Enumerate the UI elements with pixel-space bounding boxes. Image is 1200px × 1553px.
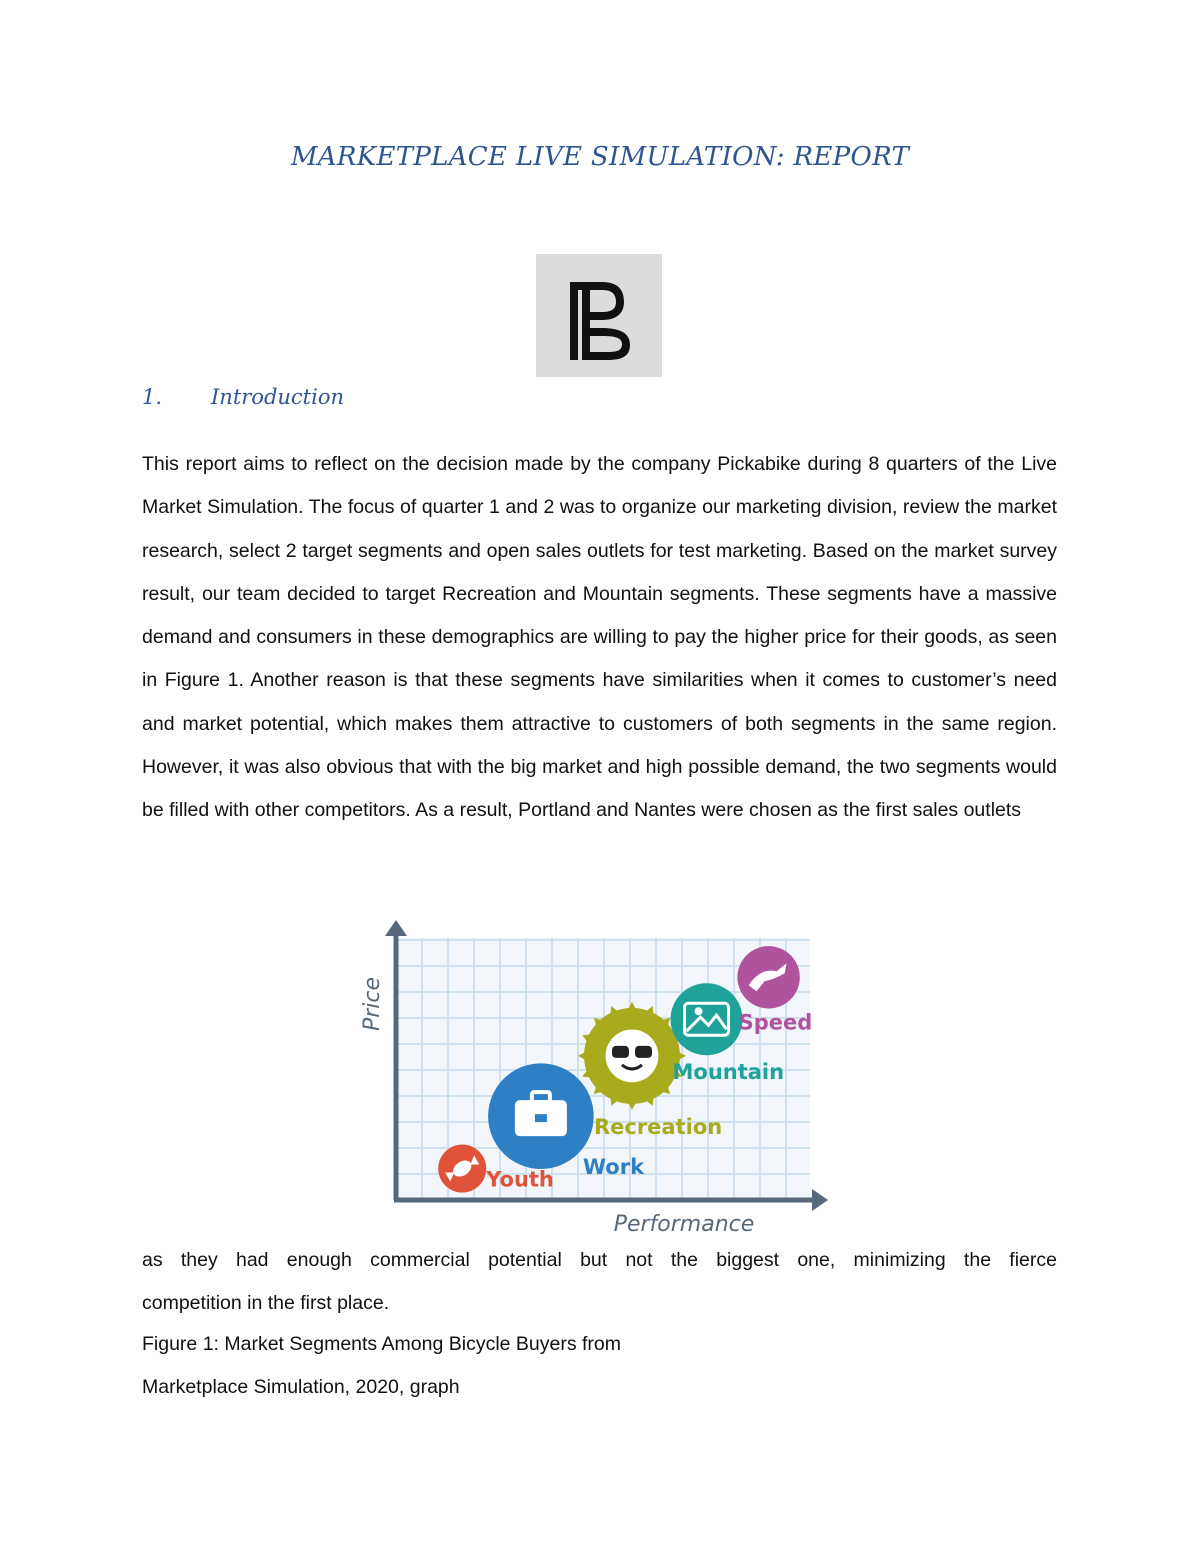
mountain-sun (695, 1007, 703, 1015)
y-axis-label: Price (360, 976, 385, 1032)
pickabike-logo (536, 254, 662, 377)
continuation-line-1: as they had enough commercial potential but not the biggest one, minimizing the fierce (142, 1249, 1057, 1271)
sunglasses-left (612, 1046, 629, 1058)
market-segments-figure (352, 920, 832, 1238)
pb-logo-icon (536, 254, 662, 377)
continuation-paragraph (142, 1239, 1057, 1326)
segments-chart (352, 920, 832, 1238)
figure-caption-line-2: Marketplace Simulation, 2020, graph (142, 1376, 460, 1398)
sunglasses-right (635, 1046, 652, 1058)
section-number: 1. (142, 385, 163, 409)
continuation-line-2: competition in the first place. (142, 1292, 390, 1315)
x-axis-label: Performance (613, 1212, 755, 1237)
segment-label-recreation: Recreation (593, 1114, 723, 1139)
section-title: Introduction (211, 385, 344, 409)
segment-label-youth: Youth (486, 1167, 554, 1192)
intro-paragraph: This report aims to reflect on the decision made by the company Pickabike during 8 quarters of the Live Market Simulation. The focus of quarter 1 and 2 was to organize our marketing division, review the market research, select 2 target segments and open sales outlets for test marketing. Based on the market survey result, our team decided to target Recreation and Mountain segments. These segments have a massive demand and consumers in these demographics are willing to pay the higher price for their goods, as seen in Figure 1. Another reason is that these segments have similarities when it comes to customer’s need and market potential, which makes them attractive to customers of both segments in the same region. However, it was also obvious that with the big market and high possible demand, the two segments would be filled with other competitors. As a result, Portland and Nantes were chosen as the first sales outlets (142, 453, 1057, 822)
segment-label-speed: Speed (738, 1010, 813, 1035)
y-axis-arrow (385, 920, 407, 936)
report-title: MARKETPLACE LIVE SIMULATION: REPORT (290, 142, 910, 172)
segment-bubble-mountain (671, 983, 743, 1055)
x-axis-arrow (812, 1189, 828, 1211)
segment-label-work: Work (582, 1155, 645, 1180)
segment-label-mountain: Mountain (672, 1060, 785, 1085)
briefcase-clasp (535, 1114, 547, 1122)
figure-caption-line-1: Figure 1: Market Segments Among Bicycle Buyers from (142, 1333, 622, 1355)
section-heading (142, 385, 344, 409)
